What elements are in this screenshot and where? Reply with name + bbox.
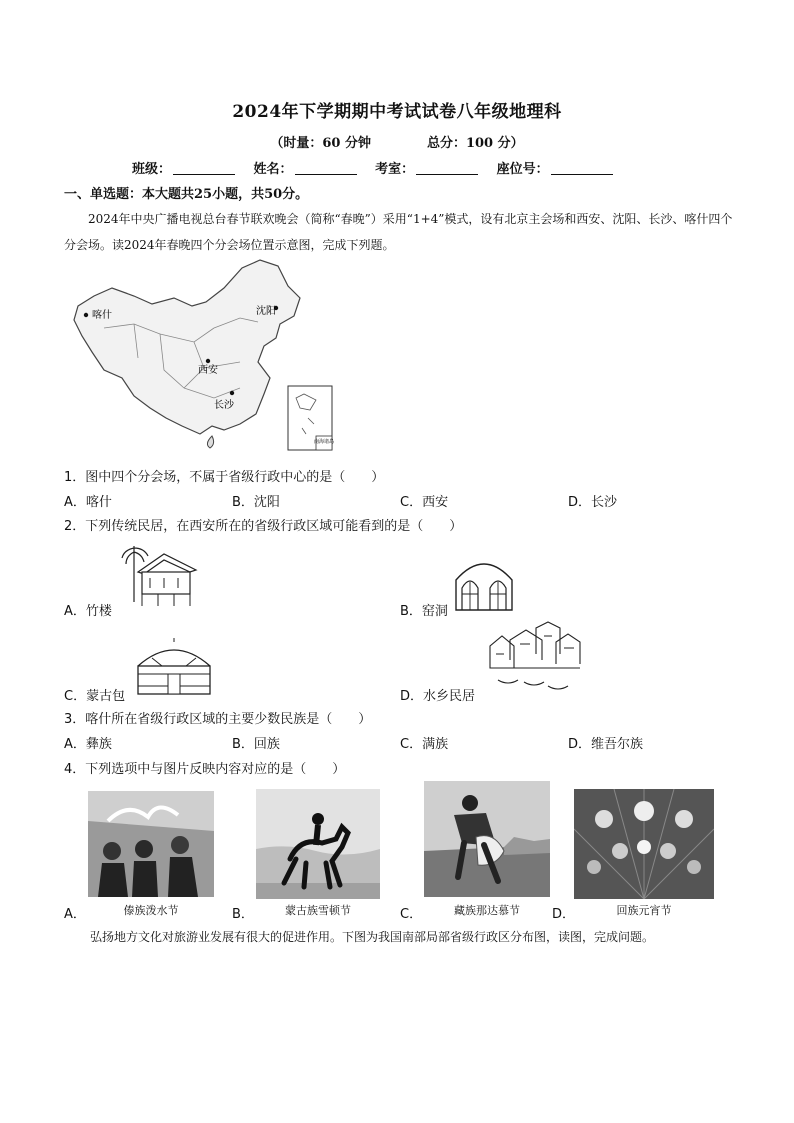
q1-option-c[interactable]: C．西安 bbox=[400, 495, 449, 510]
water-town-house-image bbox=[486, 620, 582, 696]
china-map bbox=[64, 258, 336, 458]
exam-score: 总分：100 分） bbox=[426, 136, 524, 151]
q1-option-a[interactable]: A．喀什 bbox=[64, 495, 112, 510]
room-blank[interactable] bbox=[416, 162, 478, 175]
city-label-xian: 西安 bbox=[198, 365, 218, 376]
seat-blank[interactable] bbox=[551, 162, 613, 175]
q2-option-c[interactable]: C．蒙古包 bbox=[64, 689, 126, 704]
q3-option-d[interactable]: D．维吾尔族 bbox=[568, 737, 644, 752]
q4-option-c[interactable]: C． bbox=[400, 907, 423, 922]
china-map-graphic bbox=[64, 258, 336, 458]
inset-label: 南海诸岛 bbox=[313, 439, 335, 445]
kashgar-dot bbox=[84, 313, 88, 317]
changsha-dot bbox=[230, 391, 234, 395]
class-label: 班级： bbox=[132, 162, 172, 177]
q1-option-d[interactable]: D．长沙 bbox=[568, 495, 618, 510]
q3-option-c[interactable]: C．满族 bbox=[400, 737, 449, 752]
name-label: 姓名： bbox=[253, 162, 293, 177]
wrestling-photo bbox=[424, 781, 550, 897]
q4-option-a[interactable]: A． bbox=[64, 907, 86, 922]
q4-caption-d: 回族元宵节 bbox=[616, 904, 672, 917]
q4-option-d[interactable]: D． bbox=[552, 907, 576, 922]
q3-option-b[interactable]: B．回族 bbox=[232, 737, 280, 752]
q4-option-b[interactable]: B． bbox=[232, 907, 254, 922]
intro-paragraph: 2024年中央广播电视总台春节联欢晚会（简称“春晚”）采用“1+4”模式，设有北京主会场和西安、沈阳、长沙、喀什四个分会场。读2024年春晚四个分会场位置示意图，完成下列题。 bbox=[64, 212, 733, 252]
exam-title: 2024年下学期期中考试试卷八年级地理科 bbox=[232, 102, 562, 122]
cave-dwelling-image bbox=[454, 554, 514, 612]
xian-dot bbox=[206, 359, 210, 363]
q4-caption-a: 傣族泼水节 bbox=[123, 904, 179, 917]
q1-option-b[interactable]: B．沈阳 bbox=[232, 495, 280, 510]
question-2-stem: 2．下列传统民居，在西安所在的省级行政区域可能看到的是（ ） bbox=[64, 519, 463, 534]
room-label: 考室： bbox=[375, 162, 415, 177]
q2-option-d[interactable]: D．水乡民居 bbox=[400, 689, 476, 704]
q3-option-a[interactable]: A．彝族 bbox=[64, 737, 112, 752]
yurt-image bbox=[132, 636, 216, 698]
q4-caption-b: 蒙古族雪顿节 bbox=[285, 904, 351, 917]
student-info-line bbox=[132, 158, 627, 177]
question-3-stem: 3．喀什所在省级行政区域的主要少数民族是（ ） bbox=[64, 712, 372, 727]
horse-racing-photo bbox=[256, 789, 380, 899]
lantern-festival-photo bbox=[574, 789, 714, 899]
exam-time: （时量：60 分钟 bbox=[270, 136, 371, 151]
q4-caption-c: 藏族那达慕节 bbox=[454, 904, 520, 917]
exam-subtitle bbox=[0, 132, 794, 151]
class-blank[interactable] bbox=[173, 162, 235, 175]
water-splashing-festival-photo bbox=[88, 791, 214, 897]
q2-option-a[interactable]: A．竹楼 bbox=[64, 604, 112, 619]
city-label-shenyang: 沈阳 bbox=[256, 306, 276, 317]
section-heading: 一、单选题：本大题共25小题，共50分。 bbox=[64, 187, 309, 202]
question-1-stem: 1．图中四个分会场，不属于省级行政中心的是（ ） bbox=[64, 470, 385, 485]
q2-option-b[interactable]: B．窑洞 bbox=[400, 604, 448, 619]
next-passage-intro: 弘扬地方文化对旅游业发展有很大的促进作用。下图为我国南部局部省级行政区分布图，读图，完成问题。 bbox=[90, 930, 655, 944]
name-blank[interactable] bbox=[295, 162, 357, 175]
question-4-stem: 4．下列选项中与图片反映内容对应的是（ ） bbox=[64, 762, 346, 777]
seat-label: 座位号： bbox=[496, 162, 549, 177]
city-label-changsha: 长沙 bbox=[214, 400, 234, 411]
bamboo-house-image bbox=[120, 542, 206, 612]
city-label-kashgar: 喀什 bbox=[92, 310, 112, 321]
